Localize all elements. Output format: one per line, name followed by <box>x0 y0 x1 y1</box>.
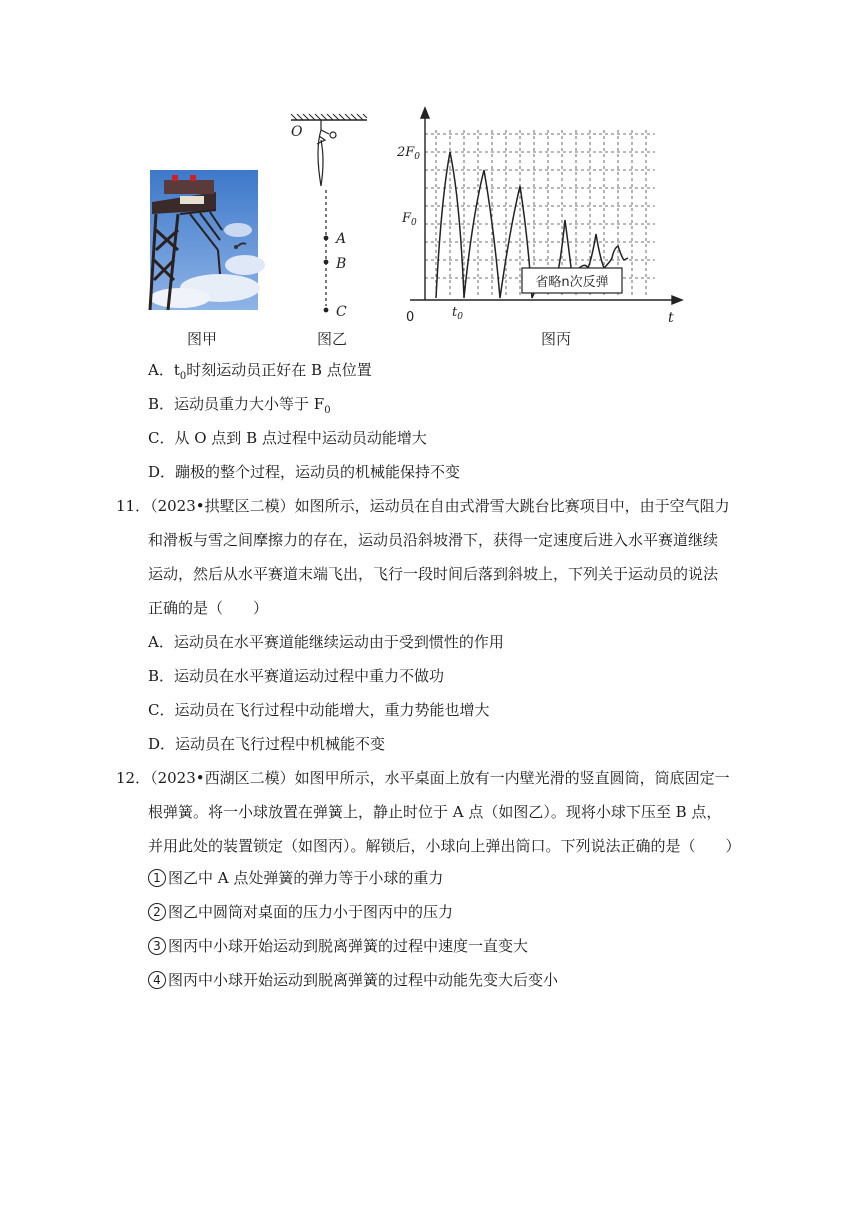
q11-stem-line4: 正确的是（ ） <box>148 599 269 617</box>
label-c: C <box>336 304 347 320</box>
label-b: B <box>336 256 347 272</box>
q11-stem-line1: 11．（2023•拱墅区二模）如图所示，运动员在自由式滑雪大跳台比赛项目中，由于空气阻力 <box>116 497 730 515</box>
q12-statement-3: 3 图丙中小球开始运动到脱离弹簧的过程中速度一直变大 <box>148 936 528 956</box>
y-label-2f0: $2F_0$ <box>397 145 421 162</box>
q11-stem-line2: 和滑板与雪之间摩擦力的存在，运动员沿斜坡滑下，获得一定速度后进入水平赛道继续 <box>148 531 719 549</box>
bungee-tower-photo <box>150 170 258 310</box>
q10-option-a: A．$t_0$时刻运动员正好在 B 点位置 <box>148 361 372 382</box>
x-axis-label: t <box>668 310 674 326</box>
q11-option-a: A．运动员在水平赛道能继续运动由于受到惯性的作用 <box>148 633 504 651</box>
note-text: 省略n次反弹 <box>535 275 609 290</box>
q11-option-d: D．运动员在飞行过程中机械能不变 <box>148 735 386 753</box>
figure-bing-graph <box>397 108 690 328</box>
circled-number: 1 <box>148 869 166 887</box>
figure-jia-photo <box>150 170 258 310</box>
bungee-points-diagram <box>283 110 373 326</box>
force-time-graph <box>397 108 690 328</box>
x-label-t0: $t_0$ <box>452 305 463 322</box>
y-label-f0: $F_0$ <box>402 211 417 228</box>
q12-statement-2: 2 图乙中圆筒对桌面的压力小于图丙中的压力 <box>148 902 453 922</box>
circled-number: 4 <box>148 971 166 989</box>
q11-stem-line3: 运动，然后从水平赛道末端飞出，飞行一段时间后落到斜坡上，下列关于运动员的说法 <box>148 565 719 583</box>
q11-option-c: C．运动员在飞行过程中动能增大，重力势能也增大 <box>148 701 490 719</box>
circled-number: 3 <box>148 937 166 955</box>
q10-option-d: D．蹦极的整个过程，运动员的机械能保持不变 <box>148 463 461 481</box>
q11-option-b: B．运动员在水平赛道运动过程中重力不做功 <box>148 667 445 685</box>
q10-option-c: C．从 O 点到 B 点过程中运动员动能增大 <box>148 429 427 447</box>
origin-label: 0 <box>406 310 415 325</box>
q12-stem-line2: 根弹簧。将一小球放置在弹簧上，静止时位于 A 点（如图乙）。现将小球下压至 B 点， <box>148 803 722 821</box>
q12-stem-line3: 并用此处的装置锁定（如图丙）。解锁后，小球向上弹出筒口。下列说法正确的是（ ） <box>148 837 741 855</box>
figure-jia-caption: 图甲 <box>186 330 218 348</box>
q10-option-b: B．运动员重力大小等于 $F_0$ <box>148 395 331 416</box>
q12-statement-4: 4 图丙中小球开始运动到脱离弹簧的过程中动能先变大后变小 <box>148 970 558 990</box>
label-a: A <box>336 231 347 247</box>
figure-bing-caption: 图丙 <box>540 330 572 348</box>
label-o: O <box>291 124 303 140</box>
figure-yi-caption: 图乙 <box>316 330 348 348</box>
circled-number: 2 <box>148 903 166 921</box>
figure-yi-diagram <box>283 110 373 326</box>
q12-statement-1: 1 图乙中 A 点处弹簧的弹力等于小球的重力 <box>148 868 443 888</box>
q12-stem-line1: 12．（2023•西湖区二模）如图甲所示，水平桌面上放有一内壁光滑的竖直圆筒，筒底固定一 <box>116 769 730 787</box>
